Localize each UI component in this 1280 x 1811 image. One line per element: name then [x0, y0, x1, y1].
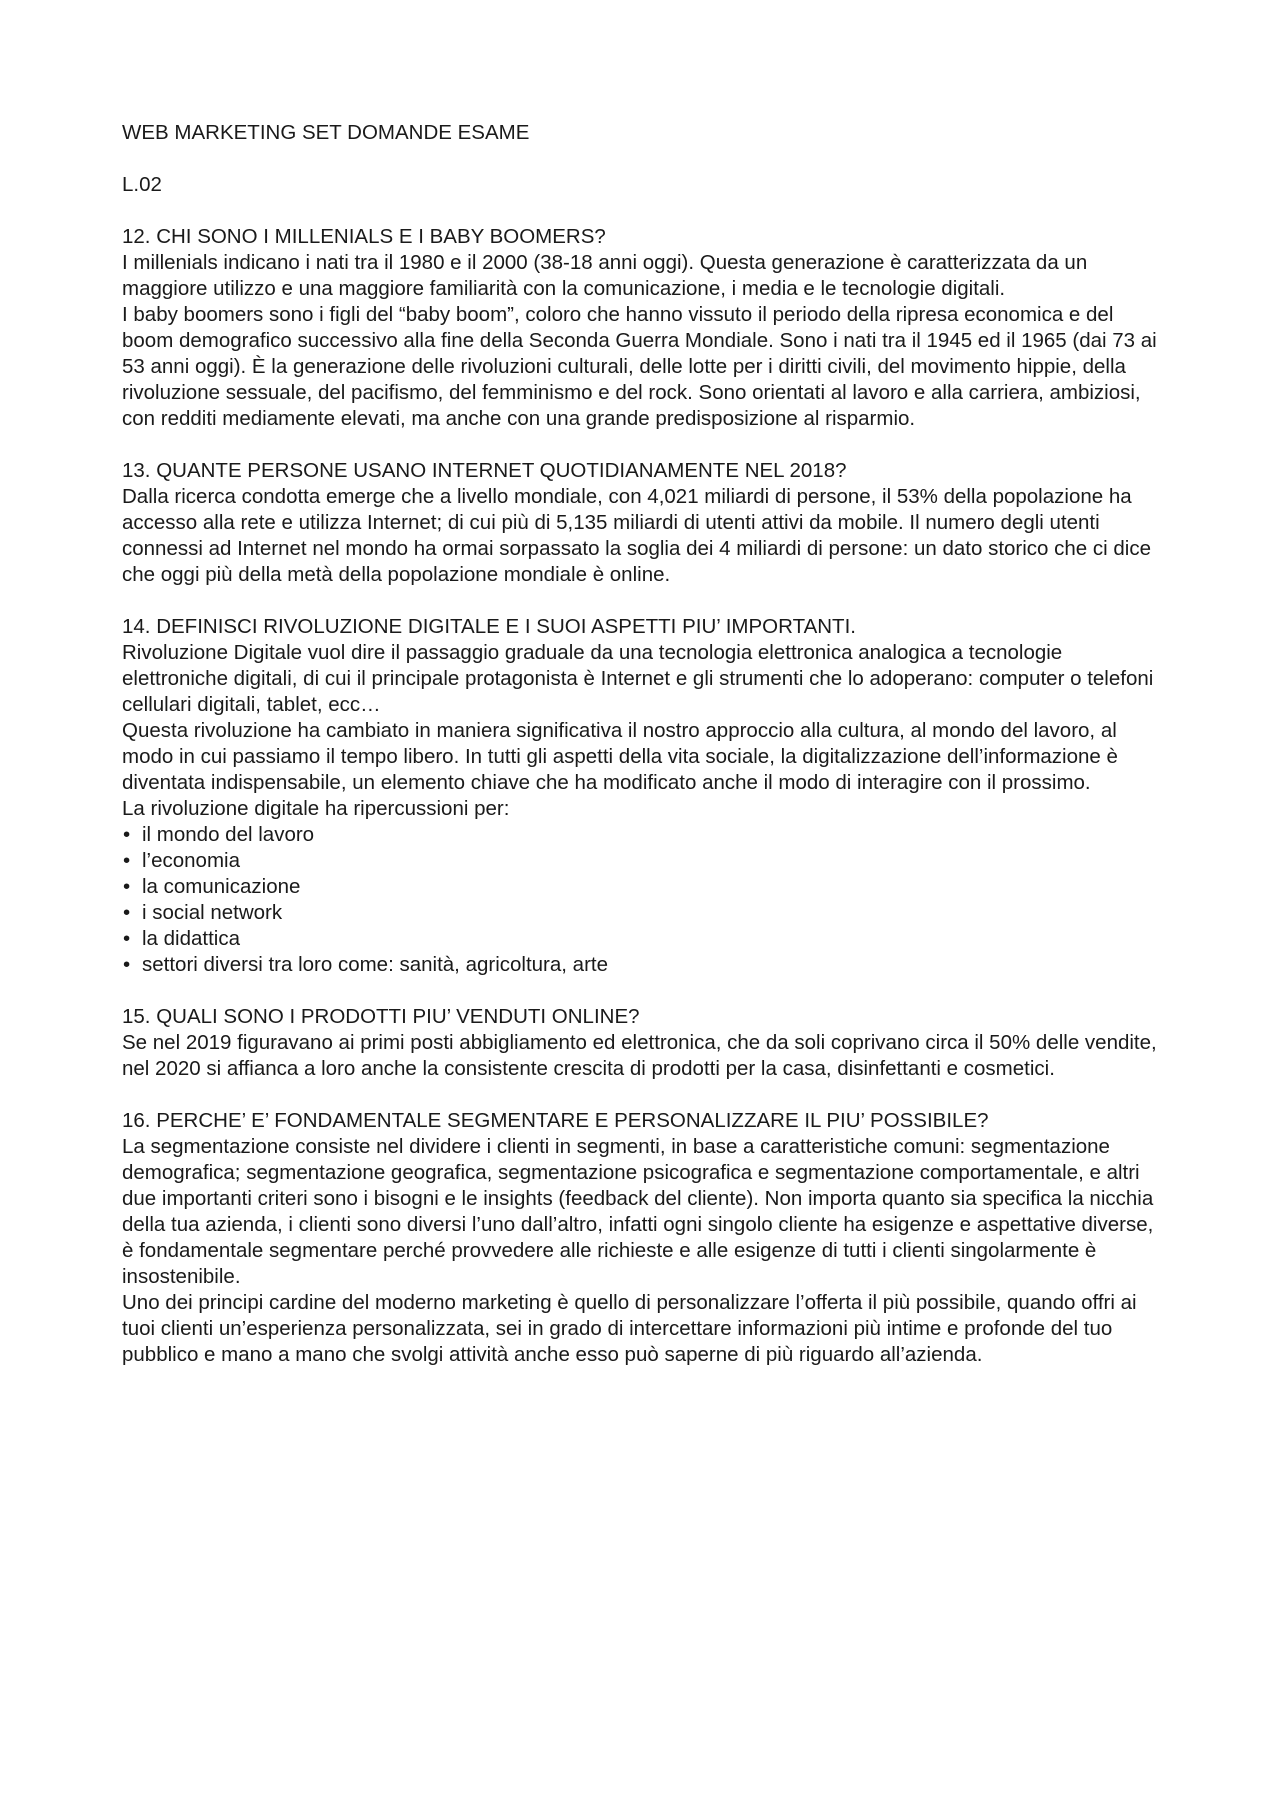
list-item [122, 926, 1170, 952]
lesson-code: L.02 [122, 173, 162, 196]
question-heading: 12. CHI SONO I MILLENIALS E I BABY BOOMERS? [122, 225, 606, 248]
bullet-icon: • [123, 823, 131, 846]
answer-paragraph: I millenials indicano i nati tra il 1980 e il 2000 (38-18 anni oggi). Questa generazione è caratterizzata da un maggiore utilizzo e una maggiore familiarità con la comunicazione, i media e le tecnologie digitali. [122, 251, 1088, 300]
question-16 [122, 1108, 1170, 1368]
question-14 [122, 614, 1170, 978]
list-item-text: settori diversi tra loro come: sanità, agricoltura, arte [142, 953, 608, 976]
answer-paragraph: Questa rivoluzione ha cambiato in maniera significativa il nostro approccio alla cultura, al mondo del lavoro, al modo in cui passiamo il tempo libero. In tutti gli aspetti della vita sociale, la digitalizzazione dell’informazione è diventata indispensabile, un elemento chiave che ha modificato anche il modo di interagire con il prossimo. [122, 719, 1118, 794]
list-item [122, 900, 1170, 926]
answer-paragraph: I baby boomers sono i figli del “baby boom”, coloro che hanno vissuto il periodo della ripresa economica e del boom demografico successivo alla fine della Seconda Guerra Mondiale. Sono i nati tra il 1945 ed il 1965 (dai 73 ai 53 anni oggi). È la generazione delle rivoluzioni culturali, delle lotte per i diritti civili, del movimento hippie, della rivoluzione sessuale, del pacifismo, del femminismo e del rock. Sono orientati al lavoro e alla carriera, ambiziosi, con redditi mediamente elevati, ma anche con una grande predisposizione al risparmio. [122, 303, 1157, 430]
question-heading: 14. DEFINISCI RIVOLUZIONE DIGITALE E I SUOI ASPETTI PIU’ IMPORTANTI. [122, 615, 856, 638]
answer-paragraph: La segmentazione consiste nel dividere i clienti in segmenti, in base a caratteristiche comuni: segmentazione demografica; segmentazione geografica, segmentazione psicografica e segmentazione comportamentale, e altri due importanti criteri sono i bisogni e le insights (feedback del cliente). Non importa quanto sia specifica la nicchia della tua azienda, i clienti sono diversi l’uno dall’altro, infatti ogni singolo cliente ha esigenze e aspettative diverse, è fondamentale segmentare perché provvedere alle richieste e alle esigenze di tutti i clienti singolarmente è insostenibile. [122, 1135, 1154, 1288]
bullet-icon: • [123, 849, 131, 872]
question-12 [122, 224, 1170, 432]
list-item [122, 822, 1170, 848]
bullet-icon: • [123, 927, 131, 950]
bullet-icon: • [123, 901, 131, 924]
list-item-text: la comunicazione [142, 875, 301, 898]
answer-paragraph: La rivoluzione digitale ha ripercussioni per: [122, 797, 510, 820]
list-item-text: il mondo del lavoro [142, 823, 315, 846]
list-item [122, 848, 1170, 874]
list-item [122, 874, 1170, 900]
list-item-text: la didattica [142, 927, 241, 950]
list-item-text: i social network [142, 901, 283, 924]
question-heading: 13. QUANTE PERSONE USANO INTERNET QUOTIDIANAMENTE NEL 2018? [122, 459, 847, 482]
question-heading: 15. QUALI SONO I PRODOTTI PIU’ VENDUTI ONLINE? [122, 1005, 640, 1028]
list-item-text: l’economia [142, 849, 240, 872]
answer-paragraph: Rivoluzione Digitale vuol dire il passaggio graduale da una tecnologia elettronica analogica a tecnologie elettroniche digitali, di cui il principale protagonista è Internet e gli strumenti che lo adoperano: computer o telefoni cellulari digitali, tablet, ecc… [122, 641, 1154, 716]
bullet-icon: • [123, 875, 131, 898]
question-15 [122, 1004, 1170, 1082]
question-heading: 16. PERCHE’ E’ FONDAMENTALE SEGMENTARE E PERSONALIZZARE IL PIU’ POSSIBILE? [122, 1109, 989, 1132]
list-item [122, 952, 1170, 978]
bullet-icon: • [123, 953, 131, 976]
answer-paragraph: Uno dei principi cardine del moderno marketing è quello di personalizzare l’offerta il più possibile, quando offri ai tuoi clienti un’esperienza personalizzata, sei in grado di intercettare informazioni più intime e profonde del tuo pubblico e mano a mano che svolgi attività anche esso può saperne di più riguardo all’azienda. [122, 1291, 1137, 1366]
question-13 [122, 458, 1170, 588]
document-title: WEB MARKETING SET DOMANDE ESAME [122, 121, 530, 144]
answer-paragraph: Dalla ricerca condotta emerge che a livello mondiale, con 4,021 miliardi di persone, il 53% della popolazione ha accesso alla rete e utilizza Internet; di cui più di 5,135 miliardi di utenti attivi da mobile. Il numero degli utenti connessi ad Internet nel mondo ha ormai sorpassato la soglia dei 4 miliardi di persone: un dato storico che ci dice che oggi più della metà della popolazione mondiale è online. [122, 485, 1151, 586]
bullet-list [122, 822, 1170, 978]
answer-paragraph: Se nel 2019 figuravano ai primi posti abbigliamento ed elettronica, che da soli coprivano circa il 50% delle vendite, nel 2020 si affianca a loro anche la consistente crescita di prodotti per la casa, disinfettanti e cosmetici. [122, 1031, 1157, 1080]
